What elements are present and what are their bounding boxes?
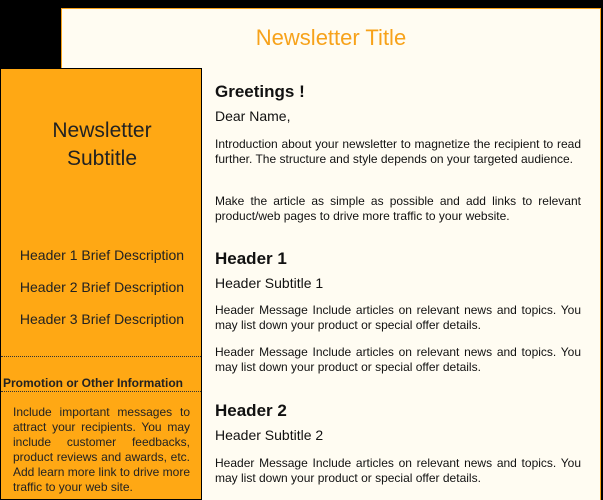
- promo-text: Include important messages to attract your recipients. You may include customer feedbacks, product reviews and awards, etc. Add learn more link to drive more traffic to your web site.: [13, 405, 190, 494]
- sidebar-item-header-3[interactable]: Header 3 Brief Description: [19, 311, 185, 327]
- newsletter-title: Newsletter Title: [255, 25, 407, 50]
- sidebar-item-header-2[interactable]: Header 2 Brief Description: [19, 279, 185, 295]
- newsletter-subtitle: [1, 117, 203, 173]
- section-heading-1: Header 1: [215, 249, 287, 268]
- section-message: Header Message Include articles on relevant news and topics. You may list down your product or special offer details.: [215, 303, 581, 332]
- salutation: Dear Name,: [215, 108, 291, 124]
- newsletter-subtitle-line2: Subtitle: [66, 147, 138, 170]
- greeting-heading: Greetings !: [215, 82, 305, 101]
- promo-heading: Promotion or Other Information: [3, 376, 183, 390]
- section-heading-2: Header 2: [215, 401, 287, 420]
- divider: [1, 356, 203, 357]
- article-paragraph: Make the article as simple as possible and add links to relevant product/web pages to drive more traffic to your website.: [215, 194, 581, 223]
- newsletter-subtitle-line1: Newsletter: [52, 119, 152, 142]
- section-subtitle-2: Header Subtitle 2: [215, 427, 324, 443]
- section-message: Header Message Include articles on relevant news and topics. You may list down your product or special offer details.: [215, 456, 581, 485]
- intro-paragraph: Introduction about your newsletter to magnetize the recipient to read further. The structure and style depends on your targeted audience.: [215, 137, 581, 166]
- divider: [1, 391, 203, 392]
- main-content: [202, 68, 601, 500]
- sidebar-item-header-1[interactable]: Header 1 Brief Description: [19, 247, 185, 263]
- sidebar: [0, 68, 202, 500]
- section-subtitle-1: Header Subtitle 1: [215, 275, 324, 291]
- section-message: Header Message Include articles on relevant news and topics. You may list down your product or special offer details.: [215, 345, 581, 374]
- title-bar: [61, 8, 601, 68]
